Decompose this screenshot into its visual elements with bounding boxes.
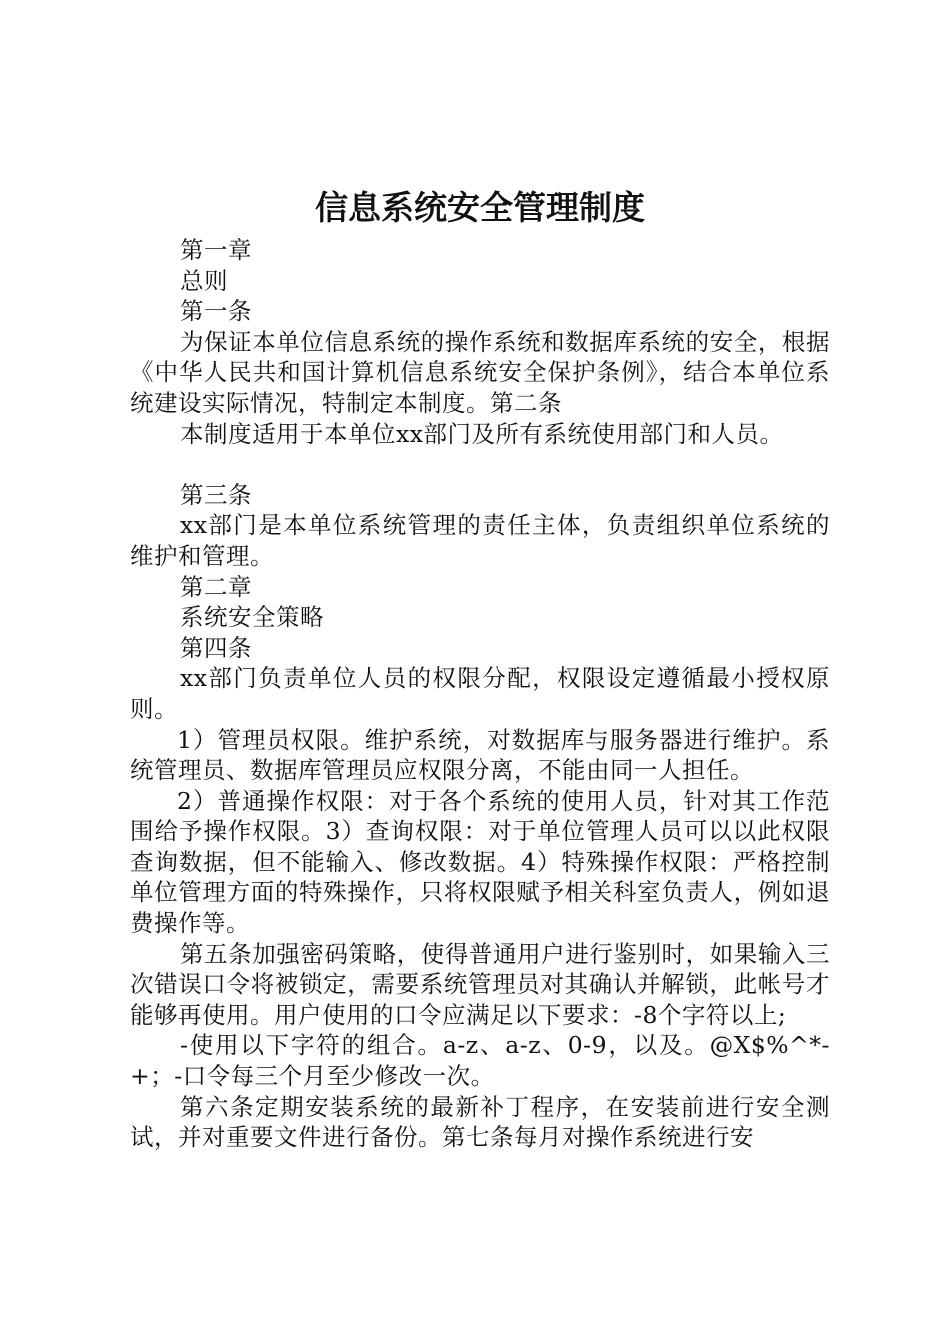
- paragraph: xx部门是本单位系统管理的责任主体，负责组织单位系统的维护和管理。: [130, 511, 830, 570]
- paragraph: 本制度适用于本单位xx部门及所有系统使用部门和人员。: [180, 419, 784, 448]
- article-heading: 第三条: [180, 480, 252, 509]
- paragraph: 第五条加强密码策略，使得普通用户进行鉴别时，如果输入三次错误口令将被锁定，需要系统管理员对其确认并解锁，此帐号才能够再使用。用户使用的口令应满足以下要求：-8个字符以上;: [130, 939, 830, 1029]
- chapter-subtitle: 总则: [180, 266, 228, 295]
- list-item: 1）管理员权限。维护系统，对数据库与服务器进行维护。系统管理员、数据库管理员应权限分离，不能由同一人担任。: [130, 725, 830, 785]
- document-body: [130, 235, 830, 1153]
- list-item: 2）普通操作权限：对于各个系统的使用人员，针对其工作范围给予操作权限。3）查询权限：对于单位管理人员可以以此权限查询数据，但不能输入、修改数据。4）特殊操作权限：严格控制单位管理方面的特殊操作，只将权限赋予相关科室负责人，例如退费操作等。: [130, 786, 830, 938]
- article-heading: 第一条: [180, 297, 252, 326]
- chapter-heading: 第二章: [180, 572, 252, 601]
- paragraph: xx部门负责单位人员的权限分配，权限设定遵循最小授权原则。: [130, 664, 830, 723]
- paragraph: 为保证本单位信息系统的操作系统和数据库系统的安全，根据《中华人民共和国计算机信息系统安全保护条例》，结合本单位系统建设实际情况，特制定本制度。第二条: [130, 327, 830, 417]
- document-title: 信息系统安全管理制度: [315, 188, 645, 227]
- chapter-heading: 第一章: [180, 236, 252, 264]
- chapter-subtitle: 系统安全策略: [180, 603, 324, 632]
- paragraph: -使用以下字符的组合。a-z、a-z、0-9，以及。@X$%^*-+；-口令每三个月至少修改一次。: [130, 1031, 830, 1091]
- article-heading: 第四条: [180, 633, 252, 662]
- paragraph: 第六条定期安装系统的最新补丁程序，在安装前进行安全测试，并对重要文件进行备份。第七条每月对操作系统进行安: [130, 1092, 830, 1152]
